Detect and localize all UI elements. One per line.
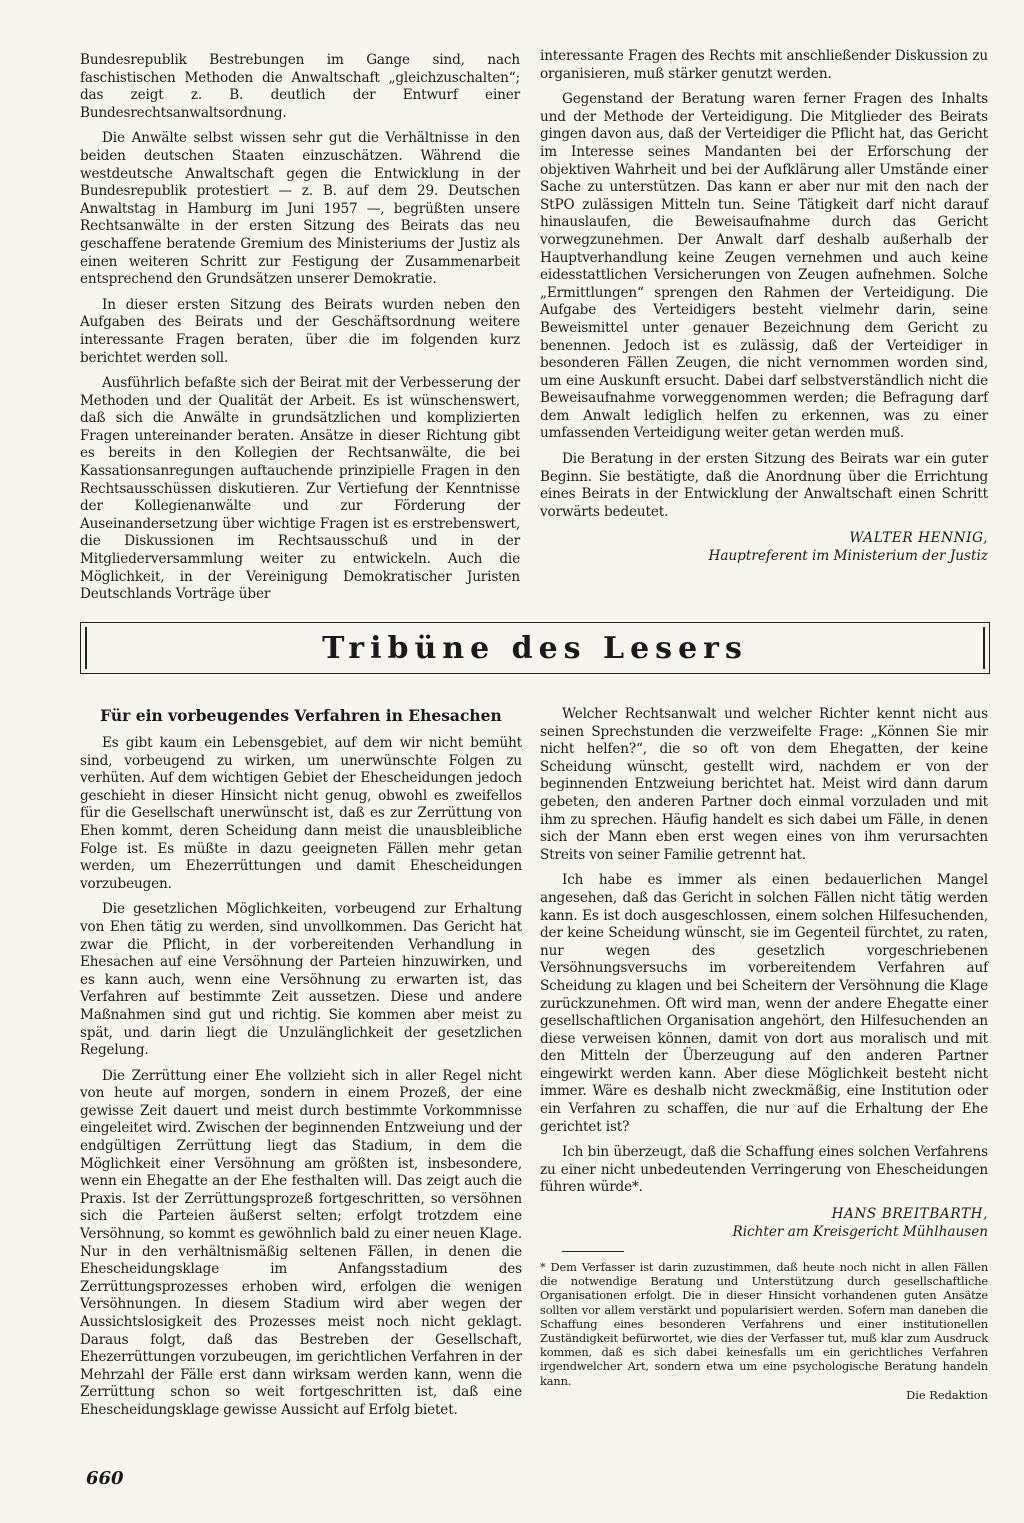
footnote-text: * Dem Verfasser ist darin zuzustimmen, daß heute noch nicht in allen Fällen die notwendige Beratung und Unterstützung durch gesellschaftliche Organisationen erfolgt. Die in dieser Hinsicht vorhandenen guten Ansätze sollten vor allem verstärkt und popularisiert werden. Sofern man daneben die Schaffung eines besonderen Verfahrens und einer institutionellen Zuständigkeit befürwortet, wie dies der Verfasser tut, muß klar zum Ausdruck kommen, daß es sich dabei keinesfalls um ein gerichtliches Verfahren irgendwelcher Art, sondern etwa um eine psychologische Beratung handeln kann.: [540, 1260, 988, 1388]
paragraph: In dieser ersten Sitzung des Beirats wurden neben den Aufgaben des Beirats und der Geschäftsordnung weitere interessante Fragen beraten, über die im folgenden kurz berichtet werden soll.: [80, 296, 520, 366]
paragraph: Die Zerrüttung einer Ehe vollzieht sich in aller Regel nicht von heute auf morgen, sondern in einem Prozeß, der eine gewisse Zeit dauert und meist durch bestimmte Vorkommnisse eingeleitet wird. Zwischen der beginnenden Entzweiung und der endgültigen Zerrüttung liegt das Stadium, in dem die Möglichkeit einer Versöhnung am größten ist, insbesondere, wenn ein Ehegatte an der Ehe festhalten will. Das zeigt auch die Praxis. Ist der Zerrüttungsprozeß fortgeschritten, so versöhnen sich die Parteien äußerst selten; erfolgt trotzdem eine Versöhnung, so kommt es gewöhnlich bald zu einer neuen Klage. Nur in den verhältnismäßig seltenen Fällen, in denen die Ehescheidungsklage im Anfangsstadium des Zerrüttungsprozesses erhoben wird, erfolgen die wenigen Versöhnungen. In diesem Stadium wird aber wegen der Aussichtslosigkeit des Prozesses meist noch nicht geklagt. Daraus folgt, daß das Bestreben der Gesellschaft, Ehezerrüttungen vorzubeugen, im gerichtlichen Verfahren in der Mehrzahl der Fälle erst dann wirksam werden kann, wenn die Zerrüttung schon so weit fortgeschritten ist, daß eine Ehescheidungsklage gewisse Aussicht auf Erfolg bietet.: [80, 1067, 522, 1418]
author-title: Richter am Kreisgericht Mühlhausen: [732, 1224, 988, 1241]
author-name: WALTER HENNIG,: [849, 530, 988, 547]
paragraph: Ich habe es immer als einen bedauerlichen Mangel angesehen, daß das Gericht in solchen Fällen nicht tätig werden kann. Es ist doch ausgeschlossen, einem solchen Hilfesuchenden, der keine Scheidung wünscht, sie im Gegenteil fürchtet, zu raten, nur wegen des gesetzlich vorgeschriebenen Versöhnungsversuchs im vorbereitendem Verfahren auf Scheidung zu klagen und bei Scheitern der Versöhnung die Klage zurückzunehmen. Oft wird man, wenn der andere Ehegatte einer gesellschaftlichen Organisation angehört, den Hilfesuchenden an diese verweisen können, damit von dort aus moralisch und mit den Mitteln der Überzeugung auf den anderen Partner eingewirkt werden kann. Aber diese Möglichkeit besteht nicht immer. Wäre es deshalb nicht zweckmäßig, eine Institution oder ein Verfahren zu schaffen, die nur auf die Erhaltung der Ehe gerichtet ist?: [540, 872, 988, 1135]
paragraph: Es gibt kaum ein Lebensgebiet, auf dem wir nicht bemüht sind, vorbeugend zu wirken, um unerwünschte Folgen zu verhüten. Auf dem wichtigen Gebiet der Ehescheidungen jedoch geschieht in dieser Hinsicht nicht genug, obwohl es zweifellos für die Gesellschaft unerwünscht ist, daß es zur Zerrüttung von Ehen kommt, deren Scheidung dann meist die unausbleibliche Folge ist. Es müßte in dazu geeigneten Fällen mehr getan werden, um Ehezerrüttungen und damit Ehescheidungen vorzubeugen.: [80, 735, 522, 892]
paragraph: Ausführlich befaßte sich der Beirat mit der Verbesserung der Methoden und der Qualität der Arbeit. Es ist wünschenswert, daß sich die Anwälte in grundsätzlichen und komplizierten Fragen untereinander beraten. Ansätze in dieser Richtung gibt es bereits in den Kollegien der Rechtsanwälte, die bei Kassationsanregungen auftauchende prinzipielle Fragen in den Rechtsausschüssen diskutieren. Zur Vertiefung der Kenntnisse der Kollegienanwälte und zur Förderung der Auseinandersetzung über wichtige Fragen ist es erstrebenswert, die Diskussionen im Rechtsausschuß und in der Mitgliederversammlung weiter zu entwickeln. Auch die Möglichkeit, in der Vereinigung Demokratischer Juristen Deutschlands Vorträge über: [80, 375, 520, 603]
section-banner: [80, 622, 990, 674]
paragraph: Bundesrepublik Bestrebungen im Gange sind, nach faschistischen Methoden die Anwaltschaft „gleichzuschalten“; das zeigt z. B. deutlich der Entwurf einer Bundesrechtsanwaltsordnung.: [80, 52, 520, 121]
footnote-divider: [562, 1251, 624, 1252]
paragraph: Gegenstand der Beratung waren ferner Fragen des Inhalts und der Methode der Verteidigung. Die Mitglieder des Beirats gingen davon aus, daß der Verteidiger die Pflicht hat, das Gericht im Interesse seines Mandanten bei der Erforschung der objektiven Wahrheit und bei der Aufklärung aller Umstände einer Sache zu unterstützen. Das kann er aber nur mit den nach der StPO zulässigen Mitteln tun. Seine Tätigkeit darf nicht darauf hinauslaufen, die Beweisaufnahme durch das Gericht vorwegzunehmen. Der Anwalt darf deshalb außerhalb der Hauptverhandlung keine Zeugen vernehmen und auch keine eidesstattlichen Versicherungen von Zeugen aufnehmen. Solche „Ermittlungen“ sprengen den Rahmen der Verteidigung. Die Aufgabe des Verteidigers besteht vielmehr darin, seine Beweismittel unter genauer Bezeichnung dem Gericht zu benennen. Jedoch ist es zulässig, daß der Verteidiger in besonderen Fällen Zeugen, die nicht vernommen worden sind, um eine Auskunft ersucht. Dabei darf selbstverständlich nicht die Beweisaufnahme vorweggenommen werden; die Befragung darf dem Anwalt lediglich helfen zu erkennen, was zu einer umfassenden Verteidigung weiter getan werden muß.: [540, 91, 988, 442]
paragraph: interessante Fragen des Rechts mit anschließender Diskussion zu organisieren, muß stärker genutzt werden.: [540, 48, 988, 82]
article-heading: Für ein vorbeugendes Verfahren in Ehesachen: [100, 706, 502, 725]
page-number: 660: [86, 1468, 124, 1489]
footnote-signature: Die Redaktion: [906, 1387, 988, 1402]
top-right-column: [540, 48, 988, 565]
paragraph: Die gesetzlichen Möglichkeiten, vorbeugend zur Erhaltung von Ehen tätig zu werden, sind unvollkommen. Das Gericht hat zwar die Pflicht, in der vorbereitenden Verhandlung in Ehesachen auf eine Versöhnung der Parteien hinzuwirken, und es kann auch, wenn eine Versöhnung zu erwarten ist, das Verfahren auf bestimmte Zeit aussetzen. Diese und andere Maßnahmen sind gut und richtig. Sie kommen aber meist zu spät, und darin liegt die Unzulänglichkeit der gesetzlichen Regelung.: [80, 901, 522, 1059]
article-left-column: [80, 706, 522, 1428]
author-name: HANS BREITBARTH,: [831, 1206, 988, 1223]
section-title: Tribüne des Lesers: [322, 630, 748, 666]
top-left-column: [80, 52, 520, 612]
footnote: [540, 1260, 988, 1402]
paragraph: Die Anwälte selbst wissen sehr gut die Verhältnisse in den beiden deutschen Staaten einzuschätzen. Während die westdeutsche Anwaltschaft gegen die Entwicklung in der Bundesrepublik protestiert — z. B. auf dem 29. Deutschen Anwaltstag in Hamburg im Juni 1957 —, begrüßten unsere Rechtsanwälte in der ersten Sitzung des Beirats das neu geschaffene beratende Gremium des Ministeriums der Justiz als einen weiteren Schritt zur Festigung der Zusammenarbeit entsprechend den Grundsätzen unserer Demokratie.: [80, 130, 520, 288]
article-right-column: [540, 706, 988, 1402]
paragraph: Die Beratung in der ersten Sitzung des Beirats war ein guter Beginn. Sie bestätigte, daß die Anordnung über die Errichtung eines Beirats in der Entwicklung der Anwaltschaft einen Schritt vorwärts bedeutet.: [540, 451, 988, 520]
author-title: Hauptreferent im Ministerium der Justiz: [708, 548, 988, 565]
paragraph: Welcher Rechtsanwalt und welcher Richter kennt nicht aus seinen Sprechstunden die verzweifelte Frage: „Können Sie mir nicht helfen?“, die so oft von dem Ehegatten, der keine Scheidung wünscht, gestellt wird, nachdem er von der beginnenden Entzweiung berichtet hat. Meist wird dann darum gebeten, den anderen Partner doch einmal vorzuladen und mit ihm zu sprechen. Häufig handelt es sich dabei um Fälle, in denen sich der Mann eben erst wegen eines von ihm verursachten Streits von seiner Familie getrennt hat.: [540, 706, 988, 863]
paragraph: Ich bin überzeugt, daß die Schaffung eines solchen Verfahrens zu einer nicht unbedeutenden Verringerung von Ehescheidungen führen würde*.: [540, 1144, 988, 1196]
